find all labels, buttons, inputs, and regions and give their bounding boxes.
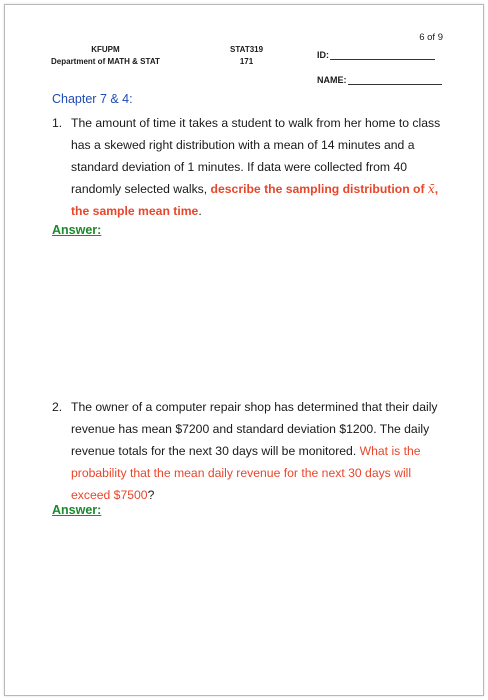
name-label: NAME:	[317, 75, 347, 85]
id-blank-line	[330, 50, 435, 60]
question-body: The amount of time it takes a student to walk from her home to class has a skewed right distribution with a mean of 14 minutes and a standard deviation of 1 minutes. If data were collected from 40 randomly selected walks,	[71, 116, 441, 196]
question-text	[71, 112, 451, 222]
question-highlight: What is the probability that the mean daily revenue for the next 30 days will exceed $7500	[71, 444, 421, 502]
institution-name: KFUPM	[91, 45, 120, 54]
page-number: 6 of 9	[419, 32, 443, 43]
name-field	[317, 75, 442, 85]
course-code: STAT319	[230, 45, 264, 54]
question-highlight: describe the sampling distribution of	[210, 182, 425, 196]
id-label: ID:	[317, 50, 329, 60]
question-end: ?	[147, 488, 155, 502]
question-highlight-end: , the sample mean time	[71, 182, 439, 218]
answer-label-1: Answer:	[52, 223, 102, 237]
course-header	[230, 44, 263, 68]
question-number: 1.	[52, 116, 63, 130]
xbar-symbol: x̄	[427, 182, 435, 196]
id-field	[317, 50, 435, 60]
term-code: 171	[239, 57, 254, 66]
question-text	[71, 396, 451, 506]
department-name: Department of MATH & STAT	[51, 57, 160, 66]
question-number: 2.	[52, 400, 63, 414]
name-blank-line	[348, 75, 442, 85]
question-end: .	[198, 204, 202, 218]
document-page	[4, 4, 484, 696]
answer-label-2: Answer:	[52, 503, 102, 517]
question-body: The owner of a computer repair shop has determined that their daily revenue has mean $7200 and standard deviation $1200. The daily revenue totals for the next 30 days will be monitored.	[71, 400, 438, 458]
institution-header	[51, 44, 160, 68]
chapter-heading: Chapter 7 & 4:	[52, 92, 133, 106]
